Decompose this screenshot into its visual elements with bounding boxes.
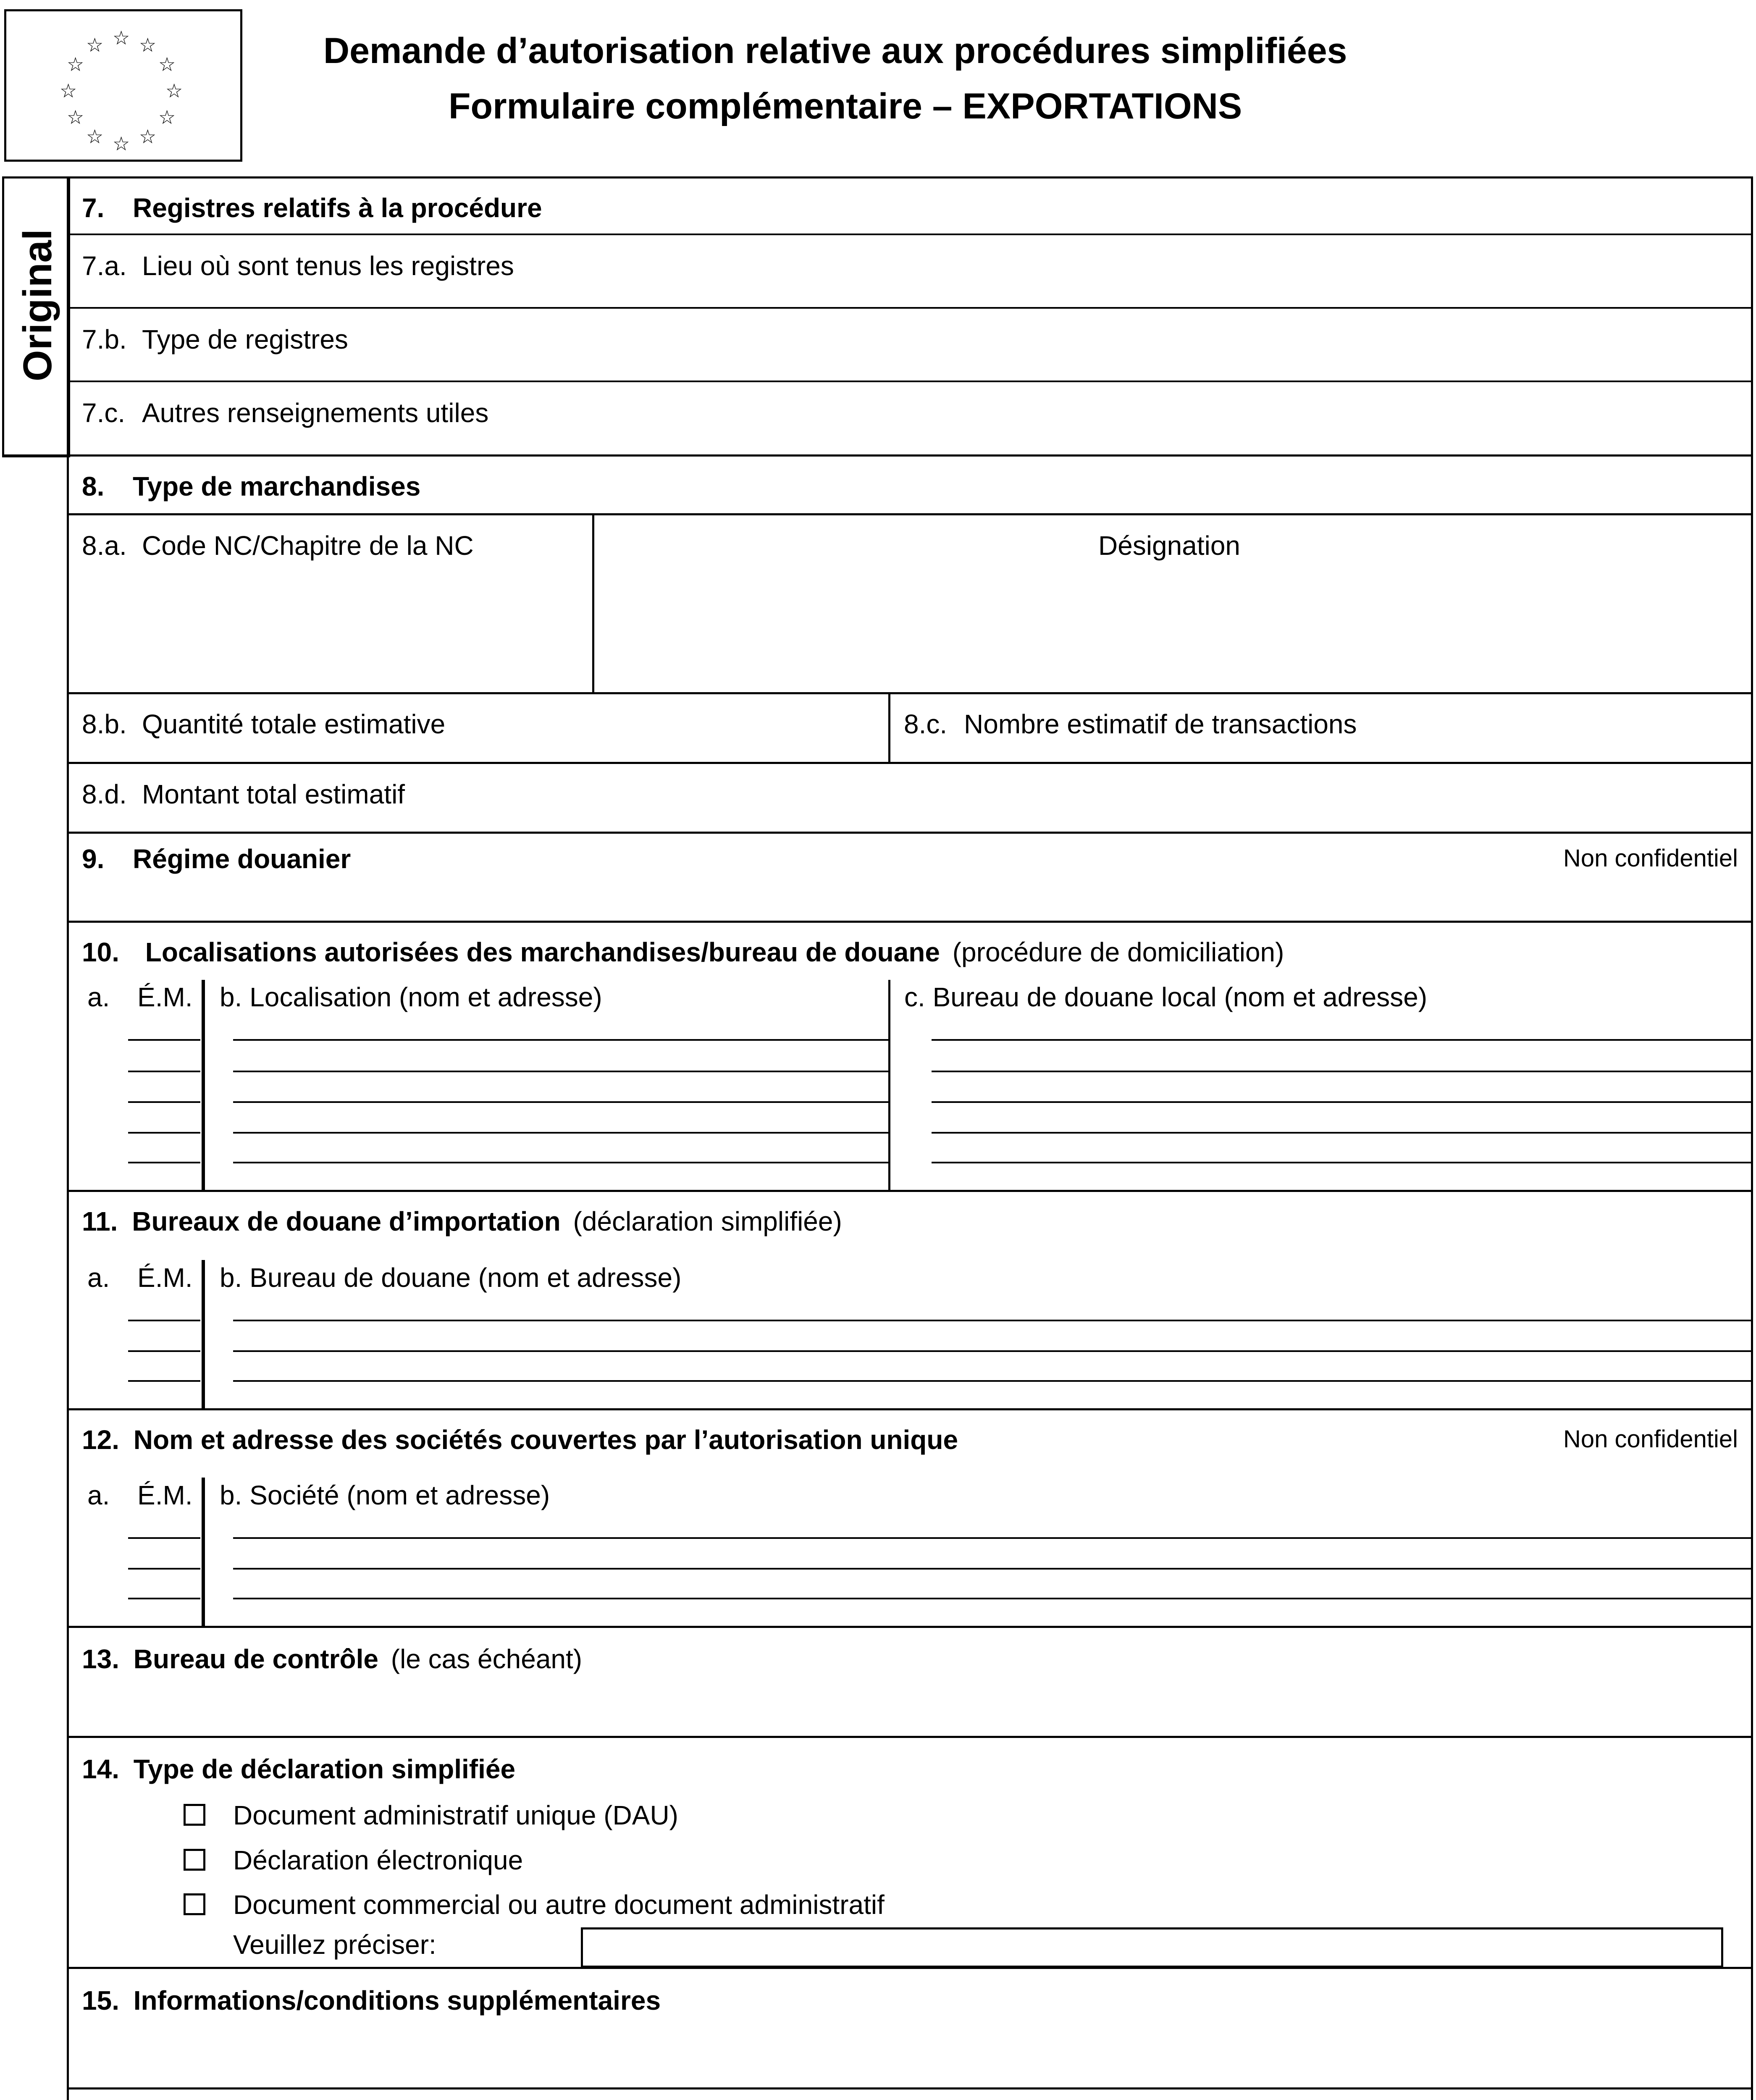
- divider: [888, 692, 890, 763]
- divider: [67, 1190, 1753, 1192]
- s10-heading-row: [82, 939, 1284, 966]
- divider: [67, 2087, 1753, 2090]
- divider: [2, 454, 1753, 457]
- s13-heading: Bureau de contrôle: [133, 1644, 378, 1674]
- s12-heading-row: [82, 1426, 958, 1453]
- s8b-label: Quantité totale estimative: [142, 709, 446, 739]
- s8c-number: 8.c.: [904, 709, 948, 739]
- divider: [202, 1260, 205, 1409]
- divider: [202, 980, 205, 1191]
- divider: [67, 692, 1753, 694]
- s7-number: 7.: [82, 193, 105, 223]
- s12-col-em: É.M.: [137, 1480, 193, 1510]
- s14-specify-field[interactable]: [581, 1927, 1723, 1968]
- s14-option-dau-checkbox[interactable]: [184, 1804, 205, 1826]
- s7b-label: Type de registres: [142, 324, 348, 354]
- s14-number: 14.: [82, 1754, 119, 1784]
- s11-heading: Bureaux de douane d’importation: [132, 1206, 561, 1236]
- s8-number: 8.: [82, 471, 105, 501]
- s14-specify-label: Veuillez préciser:: [233, 1929, 436, 1960]
- s7a-label: Lieu où sont tenus les registres: [142, 251, 514, 281]
- divider: [67, 234, 1753, 235]
- divider: [592, 513, 594, 693]
- s14-option-commercial-label: Document commercial ou autre document administratif: [233, 1890, 885, 1920]
- s13-number: 13.: [82, 1644, 119, 1674]
- s8c-label: Nombre estimatif de transactions: [964, 709, 1357, 739]
- s10-heading-suffix: (procédure de domiciliation): [952, 937, 1284, 967]
- s11-number: 11.: [82, 1206, 118, 1236]
- s13-heading-suffix: (le cas échéant): [391, 1644, 583, 1674]
- s14-option-electronic-label: Déclaration électronique: [233, 1845, 523, 1875]
- divider: [202, 1478, 205, 1627]
- s7c-number: 7.c.: [82, 398, 126, 428]
- s7b-number: 7.b.: [82, 324, 127, 354]
- s15-heading: Informations/conditions supplémentaires: [133, 1985, 661, 2016]
- form-title-line2: Formulaire complémentaire – EXPORTATIONS: [449, 86, 1242, 126]
- original-side-label: Original: [15, 229, 60, 381]
- divider: [67, 1736, 1753, 1738]
- s10-col-a: a.: [87, 982, 110, 1012]
- s14-option-electronic-checkbox[interactable]: [184, 1849, 205, 1871]
- s8b-number: 8.b.: [82, 709, 127, 739]
- divider: [67, 381, 1753, 382]
- s10-col-em: É.M.: [137, 982, 193, 1012]
- divider: [67, 1626, 1753, 1628]
- s11-col-b: b. Bureau de douane (nom et adresse): [220, 1263, 682, 1293]
- s10-heading: Localisations autorisées des marchandises/bureau de douane: [145, 937, 940, 967]
- divider: [67, 307, 1753, 309]
- divider: [67, 762, 1753, 764]
- s15-heading-row: [82, 1987, 661, 2014]
- form-title-line1: Demande d’autorisation relative aux procédures simplifiées: [323, 31, 1347, 71]
- s11-col-a: a.: [87, 1263, 110, 1293]
- s11-col-em: É.M.: [137, 1263, 193, 1293]
- s12-col-b: b. Société (nom et adresse): [220, 1480, 550, 1510]
- s12-number: 12.: [82, 1425, 119, 1455]
- s11-heading-row: [82, 1208, 842, 1235]
- s14-option-commercial-checkbox[interactable]: [184, 1893, 205, 1915]
- s8-designation-label: Désignation: [1098, 530, 1240, 561]
- s10-col-b: b. Localisation (nom et adresse): [220, 982, 602, 1012]
- s14-option-dau-label: Document administratif unique (DAU): [233, 1800, 678, 1830]
- s12-heading: Nom et adresse des sociétés couvertes par l’autorisation unique: [133, 1425, 958, 1455]
- divider: [67, 513, 1753, 515]
- s12-col-a: a.: [87, 1480, 110, 1510]
- s9-non-confidential: Non confidentiel: [1563, 845, 1738, 872]
- eu-logo: [4, 9, 242, 162]
- divider: [67, 1408, 1753, 1410]
- s15-number: 15.: [82, 1985, 119, 2016]
- s14-heading: Type de déclaration simplifiée: [133, 1754, 516, 1784]
- s8a-number: 8.a.: [82, 530, 127, 561]
- s9-number: 9.: [82, 844, 105, 874]
- s8-heading: Type de marchandises: [133, 471, 421, 501]
- eu-flag-stars-icon: ☆ ☆ ☆ ☆ ☆ ☆ ☆ ☆ ☆ ☆ ☆ ☆: [60, 27, 183, 155]
- divider: [67, 1967, 1753, 1969]
- s7c-label: Autres renseignements utiles: [142, 398, 489, 428]
- s10-number: 10.: [82, 937, 119, 967]
- s14-heading-row: [82, 1756, 515, 1782]
- s7-heading: Registres relatifs à la procédure: [133, 193, 542, 223]
- s11-heading-suffix: (déclaration simplifiée): [573, 1206, 842, 1236]
- s9-heading: Régime douanier: [133, 844, 351, 874]
- s8d-label: Montant total estimatif: [142, 779, 405, 809]
- divider: [888, 980, 890, 1191]
- s12-non-confidential: Non confidentiel: [1563, 1425, 1738, 1453]
- s10-col-c: c. Bureau de douane local (nom et adresse): [904, 982, 1428, 1012]
- s8d-number: 8.d.: [82, 779, 127, 809]
- divider: [67, 832, 1753, 834]
- s7a-number: 7.a.: [82, 251, 127, 281]
- s13-heading-row: [82, 1646, 582, 1672]
- divider: [67, 921, 1753, 923]
- s8a-label: Code NC/Chapitre de la NC: [142, 530, 474, 561]
